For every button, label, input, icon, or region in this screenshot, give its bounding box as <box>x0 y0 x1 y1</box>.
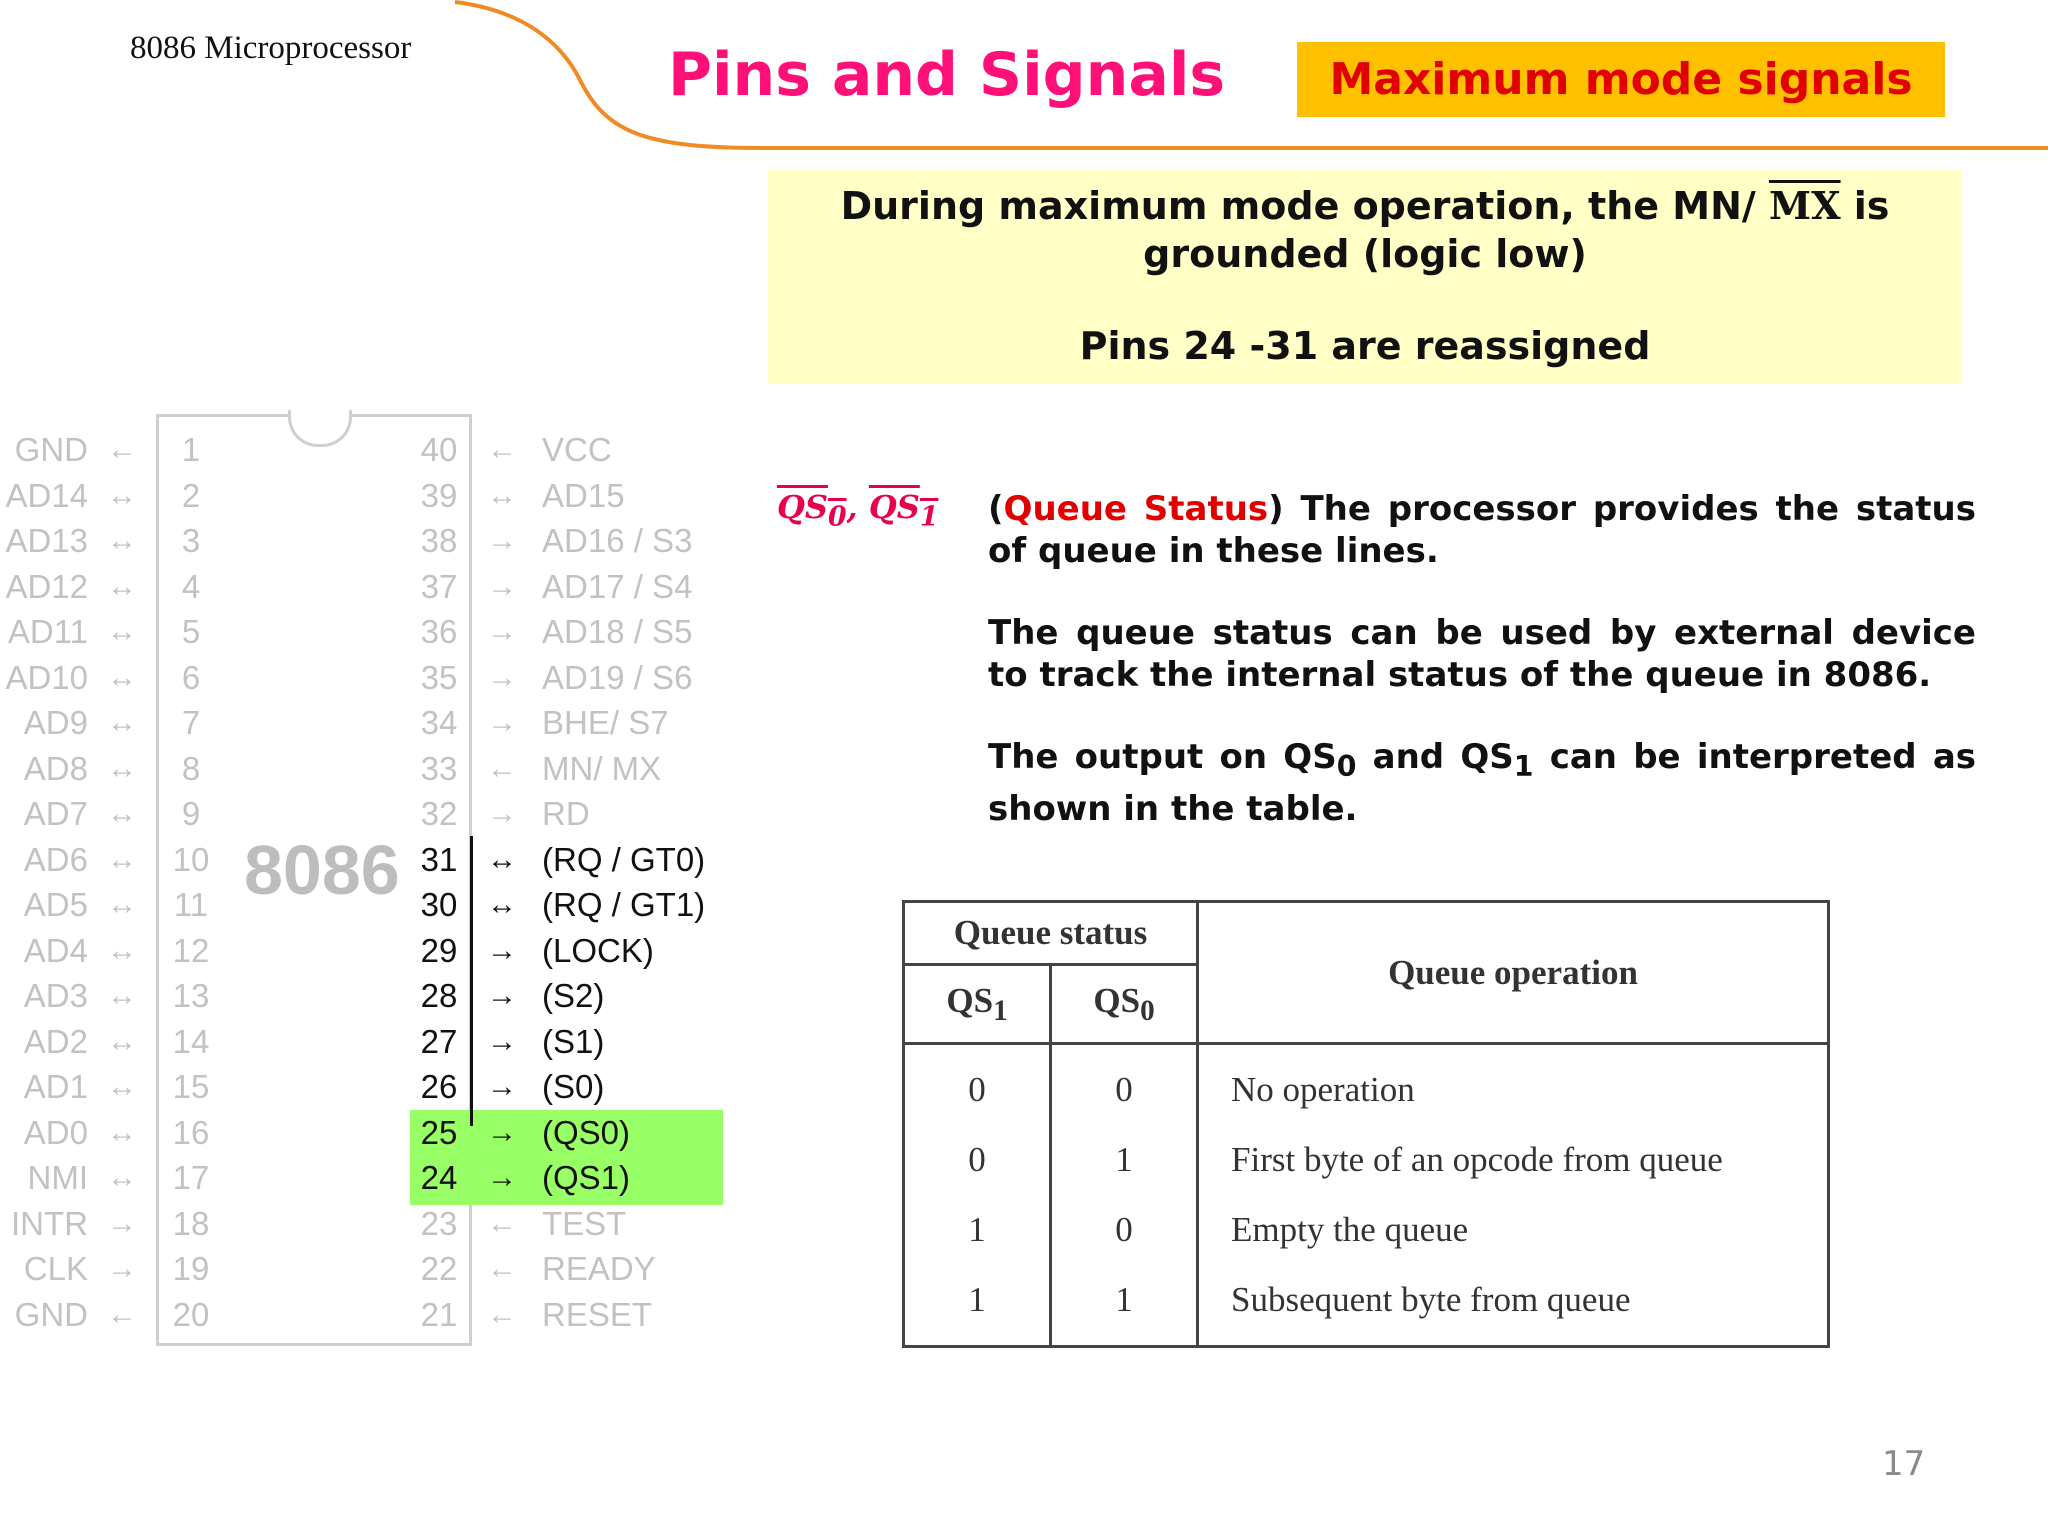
table-cell: 1 <box>968 1210 986 1249</box>
pin-arrow-icon: ↔ <box>107 1070 137 1103</box>
pin-name: AD10 <box>5 658 88 696</box>
pin-number: 12 <box>172 931 210 969</box>
page-title: Pins and Signals <box>668 40 1226 110</box>
pin-number: 6 <box>181 658 201 696</box>
pin-number: 28 <box>420 977 458 1014</box>
pin-name: AD5 <box>23 886 88 923</box>
desc-para-1: (Queue Status) The processor provides the status of queue in these lines. <box>988 489 1976 571</box>
pin-number: 2 <box>181 476 201 514</box>
pin-name: RD <box>542 795 590 832</box>
pin-name: AD13 <box>5 522 88 559</box>
pin-arrow-icon: ↔ <box>107 569 137 603</box>
right-pin-row <box>0 658 760 698</box>
pin-name: TEST <box>542 1204 627 1242</box>
table-cell: 1 <box>1115 1280 1133 1319</box>
pin-name: INTR <box>11 1204 88 1242</box>
pin-number: 38 <box>420 522 458 559</box>
right-pin-row <box>0 1295 760 1335</box>
table-op-cells <box>1198 1044 1829 1347</box>
pin-name: MN/ MX <box>542 749 662 787</box>
pin-number: 18 <box>172 1204 210 1242</box>
table-cell: No operation <box>1231 1070 1415 1109</box>
table-qs0-cells <box>1051 1044 1198 1347</box>
pin-name: AD4 <box>23 931 88 969</box>
pin-number: 4 <box>181 567 201 605</box>
pin-arrow-icon: ↔ <box>107 979 137 1012</box>
pin-name: (S0) <box>542 1068 605 1105</box>
mode-badge: Maximum mode signals <box>1297 42 1945 117</box>
pin-name: AD7 <box>23 795 88 832</box>
pin-name: (LOCK) <box>542 931 654 969</box>
pin-number: 36 <box>420 613 458 650</box>
table-cell: First byte of an opcode from queue <box>1231 1140 1723 1179</box>
desc-para-2: The queue status can be used by external device to track the internal status of the queue in 8086. <box>988 613 1976 695</box>
pin-name: (S1) <box>542 1022 605 1060</box>
table-header-status: Queue status <box>904 902 1198 965</box>
desc-para-3: The output on $QS_0$ and $QS_1$ can be interpreted as shown in the table. <box>988 737 1976 829</box>
pin-number: 19 <box>172 1250 210 1287</box>
table-col-qs0: $QS_0$ <box>1051 965 1198 1044</box>
pin-arrow-icon: ↔ <box>487 888 517 921</box>
pin-number: 16 <box>172 1113 210 1151</box>
right-pin-row <box>0 1204 760 1244</box>
signal-description <box>988 488 1976 870</box>
right-pin-row <box>0 931 760 971</box>
course-title: 8086 Microprocessor <box>130 30 412 66</box>
pin-arrow-icon: → <box>487 933 517 967</box>
right-pin-row <box>0 840 760 880</box>
right-pin-row <box>0 430 760 470</box>
right-pin-row <box>0 1158 760 1198</box>
right-pin-row <box>0 703 760 743</box>
pin-number: 8 <box>181 749 201 787</box>
page-number: 17 <box>1882 1444 1926 1484</box>
pin-number: 26 <box>420 1068 458 1105</box>
pin-arrow-icon: → <box>487 797 517 830</box>
table-header-operation: Queue operation <box>1198 902 1829 1044</box>
right-pin-row <box>0 976 760 1016</box>
pin-name: CLK <box>23 1250 88 1287</box>
pin-arrow-icon: ← <box>487 433 517 466</box>
pin-number: 15 <box>172 1068 210 1105</box>
pin-arrow-icon: ↔ <box>107 660 137 694</box>
pin-number: 21 <box>420 1295 458 1333</box>
pin-name: AD15 <box>542 476 625 514</box>
right-pin-row <box>0 794 760 834</box>
pin-arrow-icon: ↔ <box>107 524 137 557</box>
right-pin-row <box>0 1113 760 1153</box>
right-pin-row <box>0 521 760 561</box>
pin-number: 23 <box>420 1204 458 1242</box>
pin-arrow-icon: ↔ <box>107 933 137 967</box>
pin-name: RESET <box>542 1295 653 1333</box>
pin-arrow-icon: ↔ <box>107 751 137 785</box>
pin-name: READY <box>542 1250 656 1287</box>
pin-arrow-icon: ↔ <box>107 478 137 512</box>
pin-arrow-icon: → <box>487 706 517 739</box>
signal-label: $QS_0$, $QS_1$ <box>777 488 939 533</box>
queue-status-table <box>902 900 1830 1348</box>
pin-arrow-icon: → <box>487 1024 517 1058</box>
pin-arrow-icon: → <box>487 1070 517 1103</box>
pin-arrow-icon: → <box>487 1115 517 1149</box>
pin-name: AD18 / S5 <box>542 613 693 650</box>
pin-arrow-icon: ↔ <box>107 706 137 739</box>
pin-name: NMI <box>27 1159 88 1196</box>
pin-name: AD2 <box>23 1022 88 1060</box>
pin-number: 40 <box>420 431 458 468</box>
pin-name: AD12 <box>5 567 88 605</box>
pin-name: (S2) <box>542 977 605 1014</box>
pin-name: AD16 / S3 <box>542 522 693 559</box>
table-cell: Subsequent byte from queue <box>1231 1280 1631 1319</box>
pin-name: AD1 <box>23 1068 88 1105</box>
pin-name: BHE/ S7 <box>542 704 669 741</box>
note-line-2: grounded (logic low) <box>1143 232 1587 276</box>
table-cell: Empty the queue <box>1231 1210 1469 1249</box>
chip-label: 8086 <box>244 831 400 909</box>
pin-arrow-icon: ← <box>487 751 517 785</box>
right-pin-row <box>0 1249 760 1289</box>
pin-arrow-icon: → <box>487 615 517 648</box>
table-cell: 0 <box>968 1140 986 1179</box>
pin-number: 20 <box>172 1295 210 1333</box>
pin-number: 24 <box>420 1159 458 1196</box>
pin-number: 13 <box>172 977 210 1014</box>
pin-number: 3 <box>181 522 201 559</box>
pin-number: 37 <box>420 567 458 605</box>
pin-arrow-icon: ← <box>487 1206 517 1240</box>
pin-number: 39 <box>420 476 458 514</box>
pin-name: AD8 <box>23 749 88 787</box>
right-pin-row <box>0 476 760 516</box>
pin-name: (QS0) <box>542 1113 631 1151</box>
pin-number: 17 <box>172 1159 210 1196</box>
table-cell: 1 <box>968 1280 986 1319</box>
pin-arrow-icon: → <box>107 1206 137 1240</box>
pin-number: 7 <box>181 704 201 741</box>
pin-name: AD3 <box>23 977 88 1014</box>
right-pin-row <box>0 567 760 607</box>
pin-name: GND <box>14 1295 88 1333</box>
pin-arrow-icon: ↔ <box>107 1161 137 1194</box>
pin-arrow-icon: → <box>487 660 517 694</box>
right-pin-row <box>0 1022 760 1062</box>
pin-arrow-icon: ← <box>107 433 137 466</box>
pin-number: 25 <box>420 1113 458 1151</box>
pin-number: 33 <box>420 749 458 787</box>
pin-number: 11 <box>173 886 209 923</box>
pin-name: (RQ / GT1) <box>542 886 706 923</box>
pin-number: 27 <box>420 1022 458 1060</box>
pin-name: AD9 <box>23 704 88 741</box>
pin-name: AD14 <box>5 476 88 514</box>
pin-number: 29 <box>420 931 458 969</box>
pin-number: 35 <box>420 658 458 696</box>
pin-arrow-icon: → <box>487 569 517 603</box>
pin-number: 34 <box>420 704 458 741</box>
pin-arrow-icon: ↔ <box>107 615 137 648</box>
pin-number: 9 <box>181 795 201 832</box>
pin-name: GND <box>14 431 88 468</box>
table-qs1-cells <box>904 1044 1051 1347</box>
pin-arrow-icon: → <box>487 1161 517 1194</box>
pin-arrow-icon: ← <box>487 1252 517 1285</box>
pin-arrow-icon: ← <box>487 1297 517 1331</box>
right-pin-row <box>0 612 760 652</box>
note-line-3: Pins 24 -31 are reassigned <box>1079 324 1651 368</box>
pin-name: VCC <box>542 431 612 468</box>
pin-number: 30 <box>420 886 458 923</box>
pin-arrow-icon: → <box>487 524 517 557</box>
pin-name: (QS1) <box>542 1159 631 1196</box>
pin-number: 22 <box>420 1250 458 1287</box>
pin-name: (RQ / GT0) <box>542 840 706 878</box>
table-cell: 0 <box>968 1070 986 1109</box>
pin-number: 5 <box>181 613 201 650</box>
note-box <box>768 170 1962 384</box>
pin-name: AD0 <box>23 1113 88 1151</box>
pin-arrow-icon: → <box>107 1252 137 1285</box>
pin-arrow-icon: ↔ <box>107 797 137 830</box>
pin-number: 14 <box>172 1022 210 1060</box>
note-line-1: During maximum mode operation, the MN/ $\overline{MX}$ is <box>840 183 1890 228</box>
pin-arrow-icon: ↔ <box>107 1115 137 1149</box>
table-col-qs1: $QS_1$ <box>904 965 1051 1044</box>
pin-arrow-icon: → <box>487 979 517 1012</box>
pin-name: AD6 <box>23 840 88 878</box>
pin-arrow-icon: ↔ <box>487 842 517 876</box>
pin-arrow-icon: ↔ <box>107 888 137 921</box>
pin-arrow-icon: ← <box>107 1297 137 1331</box>
table-cell: 0 <box>1115 1210 1133 1249</box>
table-cell: 0 <box>1115 1070 1133 1109</box>
pin-arrow-icon: ↔ <box>487 478 517 512</box>
right-pin-row <box>0 1067 760 1107</box>
pin-name: AD11 <box>7 613 88 650</box>
pin-name: AD17 / S4 <box>542 567 693 605</box>
right-pin-row <box>0 749 760 789</box>
pin-number: 31 <box>420 840 458 878</box>
table-cell: 1 <box>1115 1140 1133 1179</box>
pin-number: 1 <box>181 431 201 468</box>
pin-number: 32 <box>420 795 458 832</box>
right-pin-row <box>0 885 760 925</box>
pin-arrow-icon: ↔ <box>107 842 137 876</box>
pin-arrow-icon: ↔ <box>107 1024 137 1058</box>
pin-name: AD19 / S6 <box>542 658 693 696</box>
pin-number: 10 <box>172 840 210 878</box>
